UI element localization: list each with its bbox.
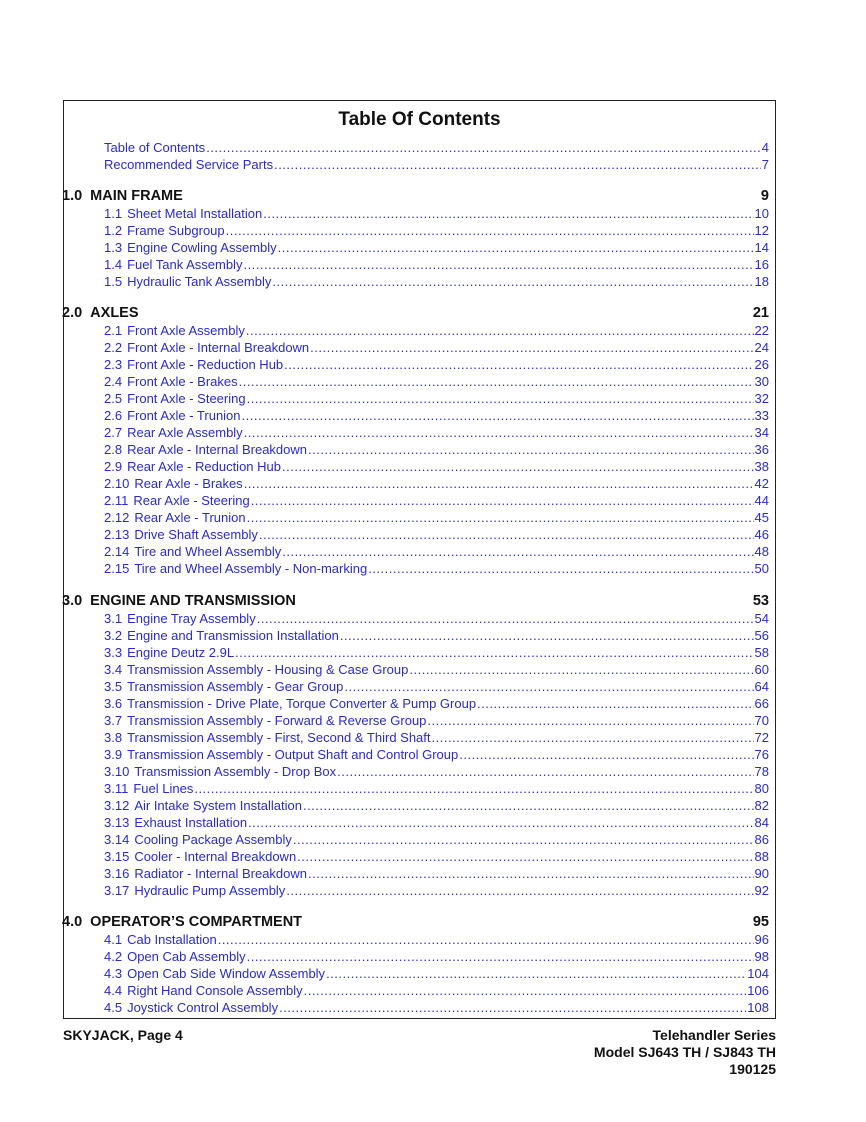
toc-entry[interactable] [104, 948, 769, 965]
section-number: 3.0 [62, 593, 83, 609]
toc-entry-number: 3.15 [104, 849, 130, 864]
toc-entry-page: 60 [754, 662, 769, 677]
dot-leader [259, 526, 754, 543]
dot-leader [248, 814, 753, 831]
toc-entry-page: 98 [754, 949, 769, 964]
toc-entry[interactable] [104, 763, 769, 780]
toc-entry-label: Engine and Transmission Installation [127, 628, 339, 643]
toc-entry-page: 66 [754, 696, 769, 711]
toc-entry-page: 58 [754, 645, 769, 660]
toc-entry[interactable] [104, 780, 769, 797]
toc-entry-label: Front Axle - Steering [127, 391, 246, 406]
toc-entry-label: Rear Axle - Trunion [134, 510, 246, 525]
section-title: OPERATOR’S COMPARTMENT [90, 914, 303, 930]
toc-entry-page: 86 [754, 832, 769, 847]
footer-series: Telehandler Series [652, 1027, 776, 1043]
toc-entry-page: 96 [754, 932, 769, 947]
toc-entry-page: 16 [754, 257, 769, 272]
toc-entry-label: Rear Axle Assembly [127, 425, 243, 440]
toc-entry-label: Engine Tray Assembly [127, 611, 256, 626]
toc-entry[interactable] [104, 543, 769, 560]
toc-entry-label: Air Intake System Installation [134, 798, 302, 813]
toc-entry[interactable] [104, 339, 769, 356]
dot-leader [239, 373, 754, 390]
toc-entry-number: 3.13 [104, 815, 130, 830]
toc-entry-number: 2.11 [104, 493, 129, 508]
toc-entry-page: 7 [761, 157, 769, 172]
toc-entry-number: 2.15 [104, 561, 130, 576]
toc-entry-page: 32 [754, 391, 769, 406]
dot-leader [308, 441, 754, 458]
toc-entry-number: 2.12 [104, 510, 130, 525]
dot-leader [432, 729, 754, 746]
toc-entry-label: Transmission - Drive Plate, Torque Converter & Pump Group [127, 696, 477, 711]
toc-entry-number: 4.1 [104, 932, 123, 947]
toc-entry-label: Fuel Tank Assembly [127, 257, 243, 272]
section-title: AXLES [90, 305, 139, 321]
toc-entry-number: 4.3 [104, 966, 123, 981]
toc-entry-number: 2.7 [104, 425, 123, 440]
section-page: 95 [752, 914, 769, 930]
toc-entry-page: 10 [754, 206, 769, 221]
toc-entry-number: 2.2 [104, 340, 123, 355]
toc-entry-label: Table of Contents [104, 140, 206, 155]
dot-leader [279, 999, 746, 1016]
toc-entry[interactable] [104, 931, 769, 948]
toc-entry-page: 30 [754, 374, 769, 389]
toc-entry[interactable] [104, 644, 769, 661]
dot-leader [247, 390, 754, 407]
toc-entry-page: 88 [754, 849, 769, 864]
section-title: ENGINE AND TRANSMISSION [90, 593, 296, 609]
toc-entry[interactable] [104, 678, 769, 695]
section-title-group [62, 304, 139, 322]
toc-entry-number: 2.6 [104, 408, 123, 423]
section-heading[interactable] [62, 304, 769, 322]
toc-entry-number: 3.5 [104, 679, 123, 694]
footer-code: 190125 [729, 1061, 776, 1077]
toc-entry-number: 2.13 [104, 527, 130, 542]
toc-entry[interactable] [104, 390, 769, 407]
toc-entry-label: Front Axle Assembly [127, 323, 245, 338]
dot-leader [274, 156, 761, 173]
dot-leader [282, 458, 754, 475]
section-page: 53 [752, 593, 769, 609]
section-number: 1.0 [62, 188, 83, 204]
toc-entry[interactable] [104, 746, 769, 763]
toc-entry-recommended-service-parts[interactable] [104, 156, 769, 173]
toc-entry-page: 18 [754, 274, 769, 289]
toc-entry-number: 4.2 [104, 949, 123, 964]
toc-entry[interactable] [104, 205, 769, 222]
toc-entry-number: 3.14 [104, 832, 130, 847]
toc-entry-page: 104 [747, 966, 769, 981]
toc-entry-label: Sheet Metal Installation [127, 206, 263, 221]
toc-entry-page: 38 [754, 459, 769, 474]
toc-entry-label: Right Hand Console Assembly [127, 983, 303, 998]
toc-entry-label: Transmission Assembly - Gear Group [127, 679, 344, 694]
toc-entry-page: 48 [754, 544, 769, 559]
toc-entry-page: 34 [754, 425, 769, 440]
footer-model: Model SJ643 TH / SJ843 TH [593, 1044, 776, 1060]
toc-entry-label: Radiator - Internal Breakdown [134, 866, 308, 881]
toc-entry-number: 1.5 [104, 274, 123, 289]
section-heading[interactable] [62, 913, 769, 931]
toc-entry[interactable] [104, 222, 769, 239]
toc-entry[interactable] [104, 712, 769, 729]
toc-entry-page: 54 [754, 611, 769, 626]
section-title-group [62, 592, 296, 610]
toc-entry[interactable] [104, 999, 769, 1016]
toc-entry-label: Transmission Assembly - Drop Box [134, 764, 337, 779]
toc-entry-number: 3.1 [104, 611, 123, 626]
toc-entry-number: 3.11 [104, 781, 129, 796]
toc-entry[interactable] [104, 256, 769, 273]
dot-leader [459, 746, 753, 763]
toc-entry-page: 14 [754, 240, 769, 255]
toc-entry-page: 33 [754, 408, 769, 423]
dot-leader [244, 475, 754, 492]
section-title-group [62, 187, 183, 205]
dot-leader [194, 780, 753, 797]
dot-leader [304, 982, 747, 999]
dot-leader [206, 139, 761, 156]
toc-entry-label: Rear Axle - Steering [133, 493, 250, 508]
toc-entry[interactable] [104, 848, 769, 865]
toc-entry-label: Front Axle - Reduction Hub [127, 357, 284, 372]
toc-entry-label: Engine Cowling Assembly [127, 240, 277, 255]
toc-entry-label: Rear Axle - Brakes [134, 476, 243, 491]
toc-entry[interactable] [104, 492, 769, 509]
toc-entry-number: 2.4 [104, 374, 123, 389]
toc-entry-page: 80 [754, 781, 769, 796]
dot-leader [337, 763, 753, 780]
toc-entry[interactable] [104, 509, 769, 526]
toc-entry-label: Transmission Assembly - Forward & Reverse Group [127, 713, 427, 728]
dot-leader [293, 831, 754, 848]
toc-entry-label: Frame Subgroup [127, 223, 225, 238]
dot-leader [340, 627, 754, 644]
toc-entry-page: 82 [754, 798, 769, 813]
toc-entry-page: 4 [761, 140, 769, 155]
toc-entry[interactable] [104, 865, 769, 882]
toc-entry-number: 3.10 [104, 764, 130, 779]
toc-entry-label: Drive Shaft Assembly [134, 527, 258, 542]
dot-leader [282, 543, 753, 560]
dot-leader [246, 322, 754, 339]
toc-entry[interactable] [104, 695, 769, 712]
toc-entry-label: Cooler - Internal Breakdown [134, 849, 297, 864]
page-title: Table Of Contents [338, 109, 501, 130]
section-heading[interactable] [62, 592, 769, 610]
toc-entry[interactable] [104, 610, 769, 627]
toc-entry-label: Rear Axle - Reduction Hub [127, 459, 281, 474]
toc-entry-label: Tire and Wheel Assembly [134, 544, 282, 559]
toc-entry-page: 78 [754, 764, 769, 779]
toc-entry-number: 3.2 [104, 628, 123, 643]
toc-entry[interactable] [104, 982, 769, 999]
toc-entry-page: 70 [754, 713, 769, 728]
footer-page-label: SKYJACK, Page 4 [63, 1027, 183, 1043]
toc-entry-number: 1.1 [104, 206, 123, 221]
toc-entry-number: 1.3 [104, 240, 123, 255]
toc-entry-number: 2.14 [104, 544, 130, 559]
dot-leader [297, 848, 753, 865]
toc-entry-page: 72 [754, 730, 769, 745]
toc-entry[interactable] [104, 965, 769, 982]
toc-entry[interactable] [104, 729, 769, 746]
toc-entry-page: 24 [754, 340, 769, 355]
toc-entry-page: 22 [754, 323, 769, 338]
toc-entry-label: Cooling Package Assembly [134, 832, 292, 847]
dot-leader [251, 492, 754, 509]
toc-entry[interactable] [104, 407, 769, 424]
toc-entry-number: 2.10 [104, 476, 130, 491]
dot-leader [235, 644, 753, 661]
toc-entry[interactable] [104, 458, 769, 475]
toc-entry-label: Hydraulic Pump Assembly [134, 883, 286, 898]
toc-entry-number: 3.7 [104, 713, 123, 728]
toc-entry-label: Tire and Wheel Assembly - Non-marking [134, 561, 368, 576]
toc-entry-label: Cab Installation [127, 932, 217, 947]
toc-entry[interactable] [104, 475, 769, 492]
toc-entry-page: 44 [754, 493, 769, 508]
toc-frame [63, 100, 776, 1019]
toc-entry-label: Transmission Assembly - Housing & Case Group [127, 662, 409, 677]
dot-leader [284, 356, 753, 373]
toc-entry-label: Engine Deutz 2.9L [127, 645, 235, 660]
toc-entry-number: 2.1 [104, 323, 123, 338]
dot-leader [278, 239, 754, 256]
toc-entry-number: 2.9 [104, 459, 123, 474]
footer-model-info [594, 1027, 776, 1078]
toc-entry-page: 36 [754, 442, 769, 457]
section-number: 2.0 [62, 305, 83, 321]
toc-entry-table-of-contents[interactable] [104, 139, 769, 156]
dot-leader [409, 661, 753, 678]
toc-entry[interactable] [104, 831, 769, 848]
toc-entry[interactable] [104, 882, 769, 899]
dot-leader [244, 424, 754, 441]
toc-entry-label: Front Axle - Internal Breakdown [127, 340, 310, 355]
section-number: 4.0 [62, 914, 83, 930]
toc-entry-page: 26 [754, 357, 769, 372]
dot-leader [344, 678, 753, 695]
dot-leader [326, 965, 746, 982]
toc-entry-page: 106 [747, 983, 769, 998]
toc-entry-label: Open Cab Assembly [127, 949, 246, 964]
toc-entry[interactable] [104, 441, 769, 458]
toc-entry[interactable] [104, 239, 769, 256]
toc-entry[interactable] [104, 627, 769, 644]
toc-entry-page: 56 [754, 628, 769, 643]
toc-entry-number: 2.8 [104, 442, 123, 457]
toc-entry-label: Transmission Assembly - First, Second & Third Shaft [127, 730, 431, 745]
toc-entry-page: 108 [747, 1000, 769, 1015]
toc-entry-label: Recommended Service Parts [104, 157, 274, 172]
dot-leader [257, 610, 754, 627]
dot-leader [477, 695, 753, 712]
toc-entry-label: Transmission Assembly - Output Shaft and Control Group [127, 747, 459, 762]
toc-entry-number: 1.4 [104, 257, 123, 272]
dot-leader [427, 712, 753, 729]
toc-entry-label: Front Axle - Trunion [127, 408, 241, 423]
toc-entry-page: 84 [754, 815, 769, 830]
toc-entry-number: 2.3 [104, 357, 123, 372]
section-title-group [62, 913, 302, 931]
toc-entry-number: 3.4 [104, 662, 123, 677]
toc-entry-number: 4.5 [104, 1000, 123, 1015]
section-title: MAIN FRAME [90, 188, 183, 204]
toc-entry[interactable] [104, 424, 769, 441]
dot-leader [272, 273, 753, 290]
toc-entry-page: 12 [754, 223, 769, 238]
dot-leader [243, 256, 753, 273]
toc-entry[interactable] [104, 373, 769, 390]
toc-entry-number: 3.9 [104, 747, 123, 762]
dot-leader [368, 560, 753, 577]
toc-entry-label: Rear Axle - Internal Breakdown [127, 442, 308, 457]
toc-entry-label: Front Axle - Brakes [127, 374, 238, 389]
dot-leader [263, 205, 753, 222]
toc-entry-page: 76 [754, 747, 769, 762]
toc-entry-number: 3.17 [104, 883, 130, 898]
dot-leader [308, 865, 754, 882]
toc-entry-label: Hydraulic Tank Assembly [127, 274, 272, 289]
toc-entry-number: 3.8 [104, 730, 123, 745]
toc-entry-page: 50 [754, 561, 769, 576]
toc-entry[interactable] [104, 560, 769, 577]
toc-entry-page: 42 [754, 476, 769, 491]
dot-leader [218, 931, 754, 948]
toc-entry-label: Fuel Lines [133, 781, 194, 796]
dot-leader [286, 882, 753, 899]
toc-entry-number: 1.2 [104, 223, 123, 238]
toc-entry[interactable] [104, 797, 769, 814]
dot-leader [226, 222, 754, 239]
toc-entry-number: 3.3 [104, 645, 123, 660]
toc-entry-number: 3.16 [104, 866, 130, 881]
toc-entry-page: 92 [754, 883, 769, 898]
toc-entry-page: 64 [754, 679, 769, 694]
toc-entry[interactable] [104, 814, 769, 831]
toc-entry[interactable] [104, 661, 769, 678]
toc-entry-number: 3.6 [104, 696, 123, 711]
toc-entry-label: Exhaust Installation [134, 815, 248, 830]
dot-leader [242, 407, 754, 424]
dot-leader [310, 339, 753, 356]
toc-entry[interactable] [104, 356, 769, 373]
toc-entry-label: Open Cab Side Window Assembly [127, 966, 326, 981]
toc-entry-number: 2.5 [104, 391, 123, 406]
toc-entry-page: 46 [754, 527, 769, 542]
toc-entry-page: 45 [754, 510, 769, 525]
toc-entry-page: 90 [754, 866, 769, 881]
dot-leader [247, 509, 754, 526]
toc-entry[interactable] [104, 526, 769, 543]
toc-entry-label: Joystick Control Assembly [127, 1000, 279, 1015]
dot-leader [247, 948, 754, 965]
dot-leader [303, 797, 754, 814]
toc-entry[interactable] [104, 273, 769, 290]
toc-entry[interactable] [104, 322, 769, 339]
section-page: 9 [760, 188, 769, 204]
section-heading[interactable] [62, 187, 769, 205]
section-page: 21 [752, 305, 769, 321]
toc-entry-number: 3.12 [104, 798, 130, 813]
toc-entry-number: 4.4 [104, 983, 123, 998]
